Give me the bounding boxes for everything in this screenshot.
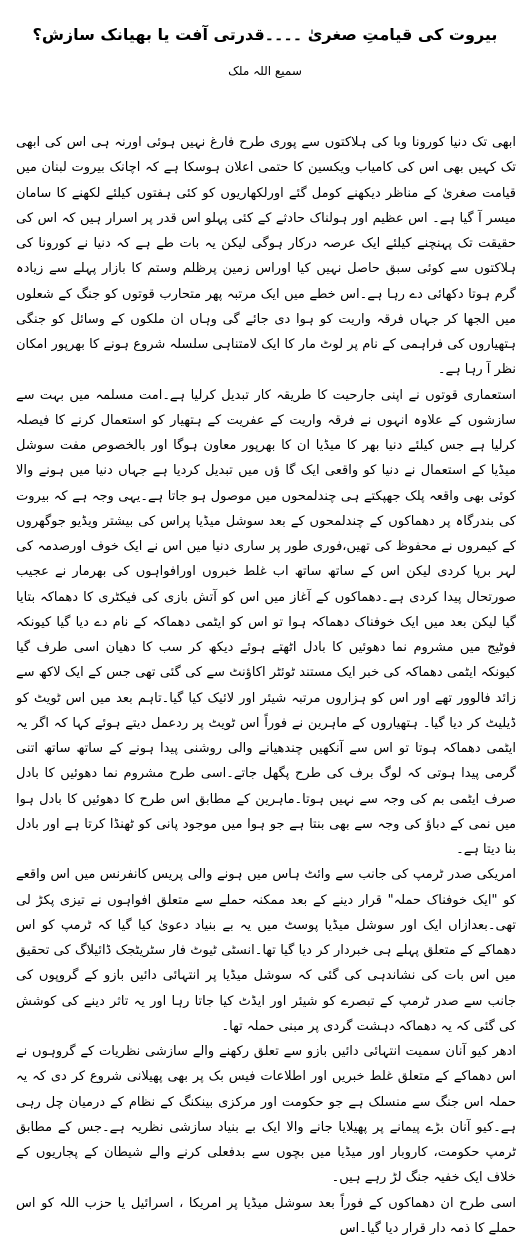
paragraph: امریکی صدر ٹرمپ کی جانب سے وائٹ ہاس میں ہونے والی پریس کانفرنس میں اس واقعے کو "ایک خوفناک حملہ" قرار دینے کے بعد ممکنہ حملے سے متعلق افواہوں نے تیزی پکڑ لی تھی۔بعدازاں ایک اور سوشل میڈیا پوسٹ میں یہ بے بنیاد دعویٰ کیا گیا کہ ٹرمپ کو اس دھماکے کے متعلق پہلے ہی خبردار کر دیا گیا تھا۔انسٹی ٹیوٹ فار سٹریٹجک ڈائیلاگ کی تحقیق میں اس بات کی نشاندہی کی گئی کہ سوشل میڈیا پر انتہائی دائیں بازو کے گروپوں کی جانب سے صدر ٹرمپ کے تبصرے کو شیئر اور ایڈٹ کیا جاتا رہا اور یہ تاثر دینے کی کوشش کی گئی کہ یہ دھماکہ دہشت گردی پر مبنی حملہ تھا۔ xyxy=(16,867,516,1034)
article-body xyxy=(16,130,516,1241)
paragraph: ادھر کیو آنان سمیت انتہائی دائیں بازو سے تعلق رکھنے والے سازشی نظریات کے گروہوں نے اس دھماکے کے متعلق غلط خبریں اور اطلاعات فیس بک پر بھی پھیلانی شروع کر دی کہ یہ حملہ اس جنگ سے منسلک ہے جو حکومت اور مرکزی بینکنگ کے نظام کے درمیان چل رہی ہے۔کیو آنان بڑے پیمانے پر پھیلایا جانے والا ایک بے بنیاد سازشی نظریہ ہے۔جس کے مطابق ٹرمپ حکومت، کاروبار اور میڈیا میں بچوں سے بدفعلی کرنے والے شیطان کے پجاریوں کے خلاف ایک خفیہ جنگ لڑ رہے ہیں۔ xyxy=(16,1044,516,1186)
paragraph: ابھی تک دنیا کورونا وبا کی ہلاکتوں سے پوری طرح فارغ نہیں ہوئی اورنہ ہی اس کی ابھی تک کہیں بھی اس کی کامیاب ویکسین کا حتمی اعلان ہوسکا ہے کہ اچانک بیروت لبنان میں قیامت صغریٰ کے مناظر دیکھنے کومل گئے اورلکھاریوں کو کئی ہفتوں کیلئے لکھنے کا سامان میسر آ گیا ہے۔ اس عظیم اور ہولناک حادثے کے کئی پہلو اس قدر پر اسرار ہیں کہ اس کی حقیقت تک پہنچنے کیلئے ایک عرصہ درکار ہوگی لیکن یہ بات طے ہے کہ دنیا نے کورونا کی ہلاکتوں سے کوئی سبق حاصل نہیں کیا اوراس زمین پرظلم وستم کا بازار پہلے سے زیادہ گرم ہوتا دکھائی دے رہا ہے۔اس خطے میں ایک مرتبہ پھر متحارب قوتوں کو جنگ کے شعلوں میں الجھا کر جہاں فرقہ واریت کو ہوا دی جائے گی وہاں ان ملکوں کے وسائل کو جنگی ہتھیاروں کی فراہمی کے نام پر لوٹ مار کا ایک لامتناہی سلسلہ شروع ہونے کا بھرپور امکان نظر آ رہا ہے۔ xyxy=(16,135,516,378)
paragraph: اسی طرح ان دھماکوں کے فوراً بعد سوشل میڈیا پر امریکا ، اسرائیل یا حزب اللہ کو اس حملے کا ذمہ دار قرار دیا گیا۔اس xyxy=(16,1195,516,1236)
paragraph: استعماری قوتوں نے اپنی جارحیت کا طریقہ کار تبدیل کرلیا ہے۔امت مسلمہ میں بہت سے سازشوں کے علاوہ انہوں نے فرقہ واریت کے عفریت کے ہتھیار کو استعمال کرنے کا فیصلہ کرلیا ہے جس کیلئے دنیا بھر کا میڈیا ان کا بھرپور معاون ہوگا اور بالخصوص مفت سوشل میڈیا کے استعمال نے دنیا کو واقعی ایک گا ؤں میں تبدیل کردیا ہے جہاں دنیا میں ہونے والا کوئی بھی واقعہ پلک جھپکتے ہی چندلمحوں میں موصول ہو جاتا ہے۔یہی وجہ ہے کہ بیروت کی بندرگاہ پر دھماکوں کے چندلمحوں کے بعد سوشل میڈیا پراس کی بیشتر ویڈیو جوگھروں کے کیمروں نے محفوظ کی تھیں،فوری طور پر ساری دنیا میں اس نے ایک خوف اورصدمہ کی لہر برپا کردی لیکن اس کے ساتھ ساتھ اب غلط خبروں اورافواہوں کی بھرمار نے عجیب صورتحال پیدا کردی ہے۔دھماکوں کے آغاز میں اس کو آتش بازی کی فیکٹری کا دھماکہ بتایا گیا لیکن بعد میں ایک خوفناک دھماکہ ہوا تو اس کو ایٹمی دھماکہ کے نام دے دیا گیا کیونکہ فوٹیج میں مشروم نما دھوئیں کا بادل اٹھتے ہوئے دیکھ کر سب کا دھیان اسی طرف گیا کیونکہ ایٹمی دھماکہ کی خبر ایک مستند ٹوئٹر اکاؤنٹ سے کی گئی تھی جس کے ایک لاکھ سے زائد فالوور تھے اور اس کو ہزاروں مرتبہ شیئر اور لائیک کیا گیا۔تاہم بعد میں اس ٹویٹ کو ڈیلیٹ کر دیا گیا۔ ہتھیاروں کے ماہرین نے فوراً اس ٹویٹ پر ردعمل دیتے ہوئے کہا کہ اگر یہ ایٹمی دھماکہ ہوتا تو اس سے آنکھیں چندھیانے والی روشنی پیدا ہونے کے ساتھ ساتھ اتنی گرمی پیدا ہوتی کہ لوگ برف کی طرح پگھل جاتے۔اسی طرح مشروم نما دھوئیں کا بادل صرف ایٹمی بم کی وجہ سے نہیں ہوتا۔ماہرین کے مطابق اس طرح کا دھوئیں کا بادل ہوا میں نمی کے دباؤ کی وجہ سے بھی بنتا ہے جو ہوا میں موجود پانی کو ٹھنڈا کرتا ہے اور بادل بنا دیتا ہے۔ xyxy=(16,387,516,857)
headline: بیروت کی قیامتِ صغریٰ ۔۔۔۔قدرتی آفت یا بھیانک سازش؟ xyxy=(32,25,498,44)
byline: سمیع اللہ ملک xyxy=(228,64,302,78)
